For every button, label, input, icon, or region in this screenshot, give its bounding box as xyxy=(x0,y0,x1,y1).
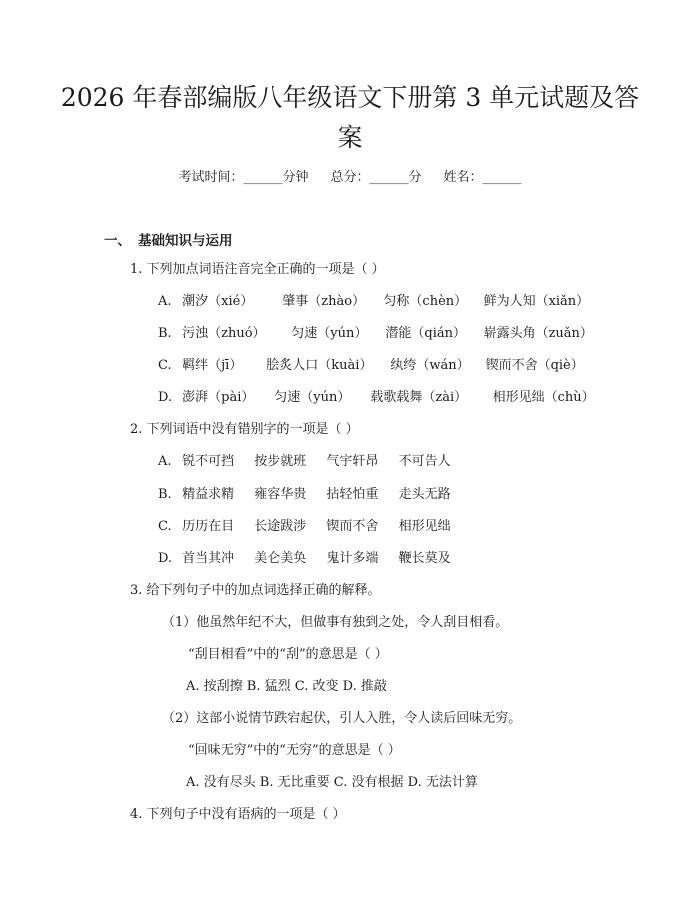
option-item: 羁绊（jī） xyxy=(182,358,243,373)
option-item: 澎湃（pài） xyxy=(182,390,255,405)
question-2-stem: 2. 下列词语中没有错别字的一项是（ ） xyxy=(130,422,359,437)
option-item: 鞭长莫及 xyxy=(398,551,451,566)
option-item: 匀称（chèn） xyxy=(383,294,468,309)
option-item: 雍容华贵 xyxy=(254,487,307,502)
question-2-option-d xyxy=(158,549,451,569)
question-3-stem: 3. 给下列句子中的加点词选择正确的解释。 xyxy=(130,583,381,598)
option-item: 载歌载舞（zài） xyxy=(370,390,468,405)
question-1-option-c xyxy=(158,356,584,376)
question-3-part-2-options: A. 没有尽头 B. 无比重要 C. 没有根据 D. 无法计算 xyxy=(186,775,478,790)
option-item: 拈轻怕重 xyxy=(326,487,379,502)
total-score-label: 总分：______分 xyxy=(330,170,422,185)
option-label: C. xyxy=(158,358,172,373)
question-1-option-a xyxy=(158,292,589,312)
question-3-part-1-options: A. 按刮擦 B. 猛烈 C. 改变 D. 推敲 xyxy=(186,679,387,694)
option-item: 走头无路 xyxy=(398,487,451,502)
question-4-stem: 4. 下列句子中没有语病的一项是（ ） xyxy=(130,807,346,822)
option-label: A. xyxy=(158,454,172,469)
option-item: 潮汐（xié） xyxy=(182,294,254,309)
question-1-option-d xyxy=(158,388,595,408)
option-item: 鬼计多端 xyxy=(326,551,379,566)
exam-meta xyxy=(0,168,700,188)
option-item: 污浊（zhuó） xyxy=(182,326,266,341)
option-label: B. xyxy=(158,326,172,341)
question-1-option-b xyxy=(158,324,593,344)
question-3-part-2-sentence: （2）这部小说情节跌宕起伏，引人入胜，令人读后回味无穷。 xyxy=(162,711,522,726)
option-item: 脍炙人口（kuài） xyxy=(266,358,373,373)
option-item: 鲜为人知（xiǎn） xyxy=(483,294,590,309)
section-number: 一、 xyxy=(104,233,131,249)
option-item: 历历在目 xyxy=(182,519,235,534)
option-item: 按步就班 xyxy=(254,454,307,469)
question-3-part-1-question: “刮目相看”中的“刮”的意思是（ ） xyxy=(188,647,388,662)
option-item: 不可告人 xyxy=(398,454,451,469)
question-2-option-c xyxy=(158,517,451,537)
page-title: 2026 年春部编版八年级语文下册第 3 单元试题及答案 xyxy=(60,83,640,152)
question-1-stem: 1. 下列加点词语注音完全正确的一项是（ ） xyxy=(130,262,385,277)
section-heading xyxy=(104,229,233,249)
question-3-part-2-question: “回味无穷”中的“无穷”的意思是（ ） xyxy=(188,743,401,758)
option-item: 锲而不舍 xyxy=(326,519,379,534)
option-label: A. xyxy=(158,294,172,309)
option-item: 潜能（qián） xyxy=(385,326,467,341)
option-item: 锐不可挡 xyxy=(182,454,235,469)
question-2-option-b xyxy=(158,485,451,505)
option-item: 纨绔（wán） xyxy=(390,358,470,373)
exam-time-label: 考试时间：______分钟 xyxy=(178,170,309,185)
question-2-option-a xyxy=(158,452,451,472)
name-label: 姓名：______ xyxy=(443,170,522,185)
option-label: C. xyxy=(158,519,172,534)
section-title: 基础知识与运用 xyxy=(138,233,233,249)
option-label: B. xyxy=(158,487,172,502)
option-item: 首当其冲 xyxy=(182,551,235,566)
option-item: 气宇轩昂 xyxy=(326,454,379,469)
option-item: 相形见绌（chù） xyxy=(492,390,595,405)
option-item: 锲而不舍（qiè） xyxy=(485,358,584,373)
option-item: 匀速（yún） xyxy=(291,326,368,341)
option-item: 匀速（yún） xyxy=(274,390,351,405)
option-item: 精益求精 xyxy=(182,487,235,502)
option-label: D. xyxy=(158,390,173,405)
option-item: 美仑美奂 xyxy=(254,551,307,566)
option-item: 崭露头角（zuǎn） xyxy=(483,326,593,341)
option-item: 肇事（zhào） xyxy=(282,294,366,309)
option-item: 长途跋涉 xyxy=(254,519,307,534)
option-item: 相形见绌 xyxy=(398,519,451,534)
question-3-part-1-sentence: （1）他虽然年纪不大，但做事有独到之处，令人刮目相看。 xyxy=(162,615,509,630)
option-label: D. xyxy=(158,551,173,566)
